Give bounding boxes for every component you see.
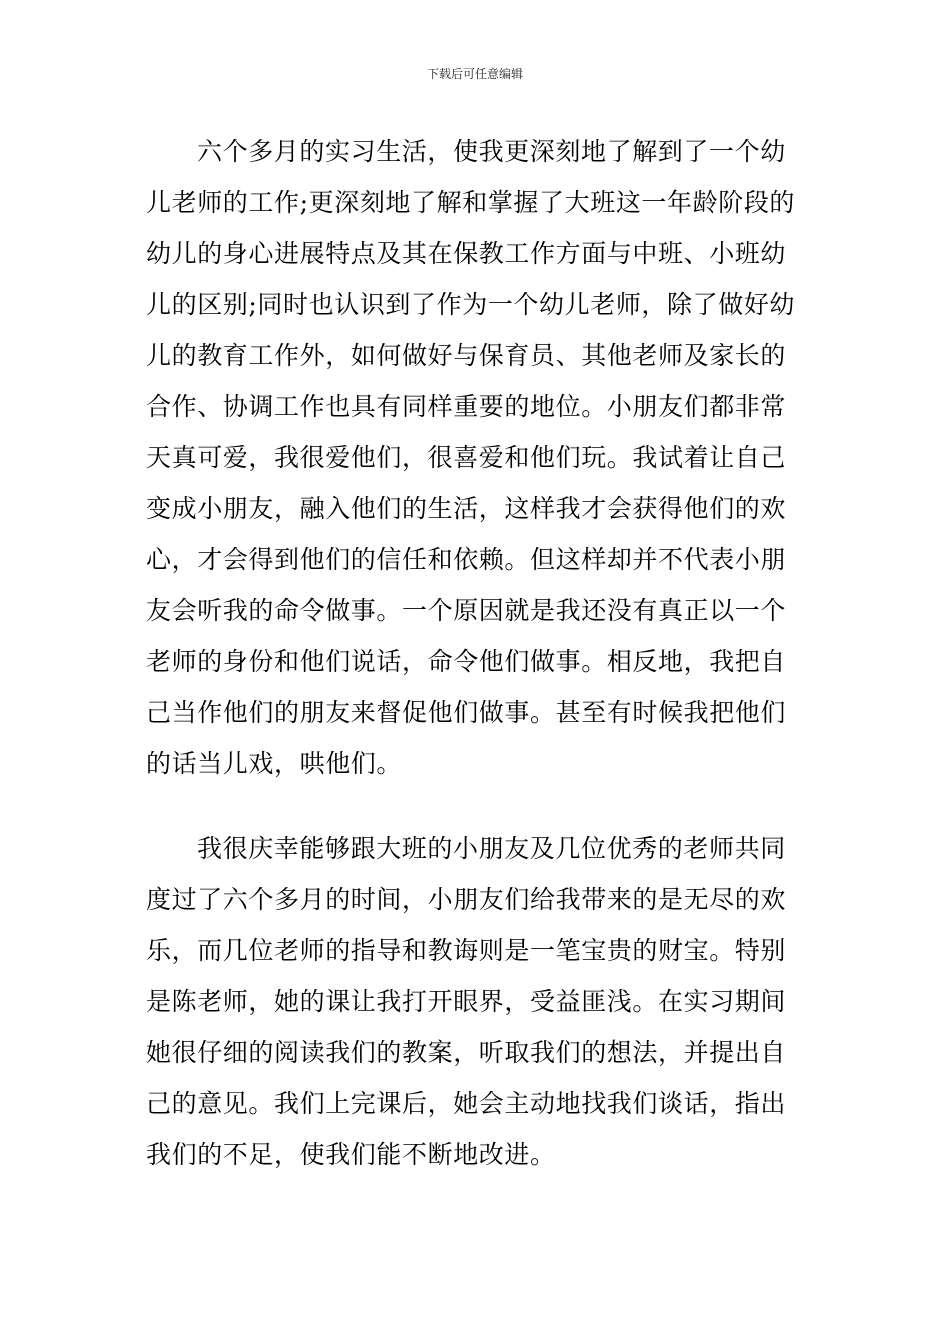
paragraph-line: 合作、协调工作也具有同样重要的地位。小朋友们都非常 [146,392,787,421]
paragraph-line: 是陈老师，她的课让我打开眼界，受益匪浅。在实习期间 [146,987,787,1016]
paragraph-line: 我很庆幸能够跟大班的小朋友及几位优秀的老师共同 [197,834,786,863]
paragraph-line: 幼儿的身心进展特点及其在保教工作方面与中班、小班幼 [146,239,787,268]
paragraph-line: 友会听我的命令做事。一个原因就是我还没有真正以一个 [146,596,787,625]
paragraph-line: 儿老师的工作;更深刻地了解和掌握了大班这一年龄阶段的 [146,188,796,217]
paragraph-line: 己的意见。我们上完课后，她会主动地找我们谈话，指出 [146,1089,787,1118]
paragraph-2 [146,823,806,1180]
paragraph-line: 的话当儿戏，哄他们。 [146,749,403,778]
paragraph-line: 乐，而几位老师的指导和教诲则是一笔宝贵的财宝。特别 [146,936,787,965]
paragraph-line: 天真可爱，我很爱他们，很喜爱和他们玩。我试着让自己 [146,443,787,472]
paragraph-line: 老师的身份和他们说话，命令他们做事。相反地，我把自 [146,647,787,676]
paragraph-line: 我们的不足，使我们能不断地改进。 [146,1140,556,1169]
header-note: 下载后可任意编辑 [426,67,523,81]
paragraph-line: 她很仔细的阅读我们的教案，听取我们的想法，并提出自 [146,1038,787,1067]
paragraph-line: 心，才会得到他们的信任和依赖。但这样却并不代表小朋 [146,545,787,574]
paragraph-line: 儿的区别;同时也认识到了作为一个幼儿老师，除了做好幼 [146,290,796,319]
paragraph-1 [146,126,806,789]
paragraph-line: 己当作他们的朋友来督促他们做事。甚至有时候我把他们 [146,698,787,727]
paragraph-line: 儿的教育工作外，如何做好与保育员、其他老师及家长的 [146,341,787,370]
paragraph-line: 六个多月的实习生活，使我更深刻地了解到了一个幼 [197,137,786,166]
paragraph-line: 变成小朋友，融入他们的生活，这样我才会获得他们的欢 [146,494,787,523]
paragraph-line: 度过了六个多月的时间，小朋友们给我带来的是无尽的欢 [146,885,787,914]
